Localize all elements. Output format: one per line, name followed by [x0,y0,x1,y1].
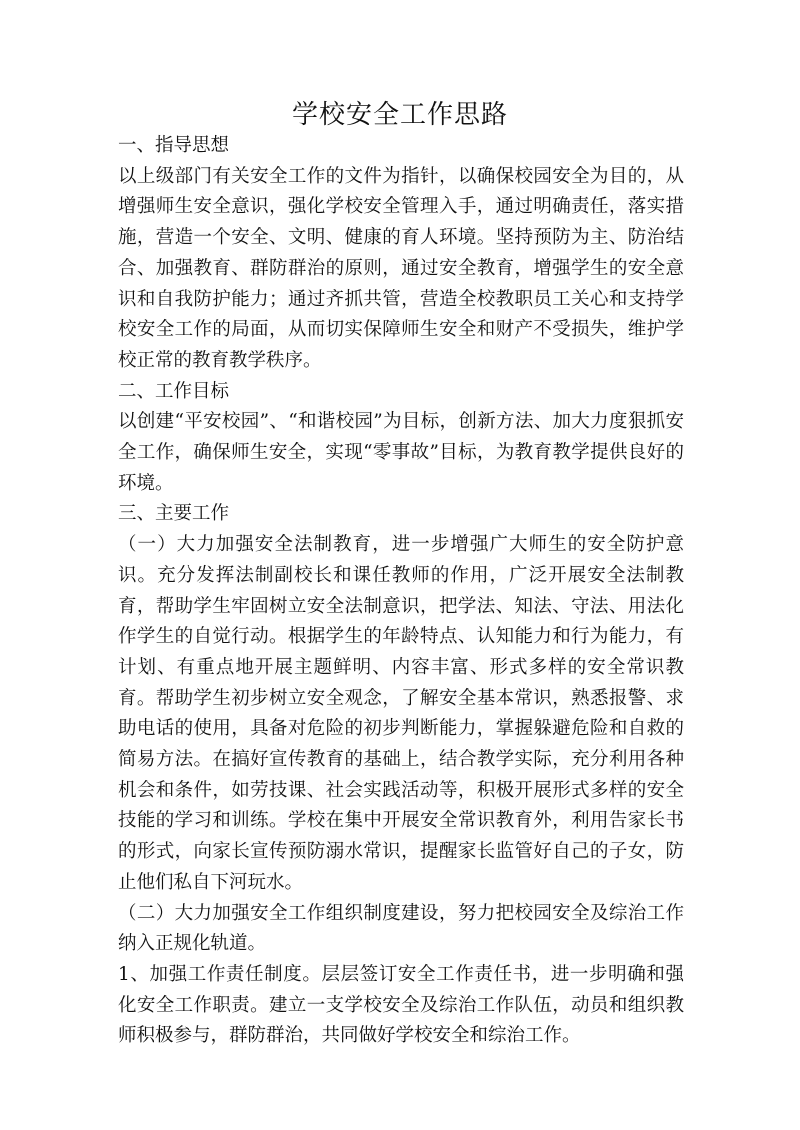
section-heading: 二、工作目标 [118,380,230,402]
body-paragraph: （一）大力加强安全法制教育，进一步增强广大师生的安全防护意识。充分发挥法制副校长和课任教师的作用，广泛开展安全法制教育，帮助学生牢固树立安全法制意识，把学法、知法、守法、用法化作学生的自觉行动。根据学生的年龄特点、认知能力和行为能力，有计划、有重点地开展主题鲜明、内容丰富、形式多样的安全常识教育。帮助学生初步树立安全观念，了解安全基本常识，熟悉报警、求助电话的使用，具备对危险的初步判断能力，掌握躲避危险和自救的简易方法。在搞好宣传教育的基础上，结合教学实际，充分利用各种机会和条件，如劳技课、社会实践活动等，积极开展形式多样的安全技能的学习和训练。学校在集中开展安全常识教育外，利用告家长书的形式，向家长宣传预防溺水常识，提醒家长监管好自己的子女，防止他们私自下河玩水。 [118,534,684,893]
body-paragraph: （二）大力加强安全工作组织制度建设，努力把校园安全及综治工作纳入正规化轨道。 [118,902,684,955]
section-heading: 三、主要工作 [118,503,230,525]
body-paragraph: 以创建“平安校园”、“和谐校园”为目标，创新方法、加大力度狠抓安全工作，确保师生安全，实现“零事故”目标，为教育教学提供良好的环境。 [118,411,684,494]
document-title: 学校安全工作思路 [291,100,508,130]
document-body [118,131,684,1052]
body-paragraph: 1、加强工作责任制度。层层签订安全工作责任书，进一步明确和强化安全工作职责。建立一支学校安全及综治工作队伍，动员和组织教师积极参与，群防群治，共同做好学校安全和综治工作。 [118,963,684,1047]
section-heading: 一、指导思想 [118,135,230,156]
body-paragraph: 以上级部门有关安全工作的文件为指针，以确保校园安全为目的，从增强师生安全意识，强化学校安全管理入手，通过明确责任，落实措施，营造一个安全、文明、健康的育人环境。坚持预防为主、防治结合、加强教育、群防群治的原则，通过安全教育，增强学生的安全意识和自我防护能力；通过齐抓共管，营造全校教职员工关心和支持学校安全工作的局面，从而切实保障师生安全和财产不受损失，维护学校正常的教育教学秩序。 [118,165,684,371]
